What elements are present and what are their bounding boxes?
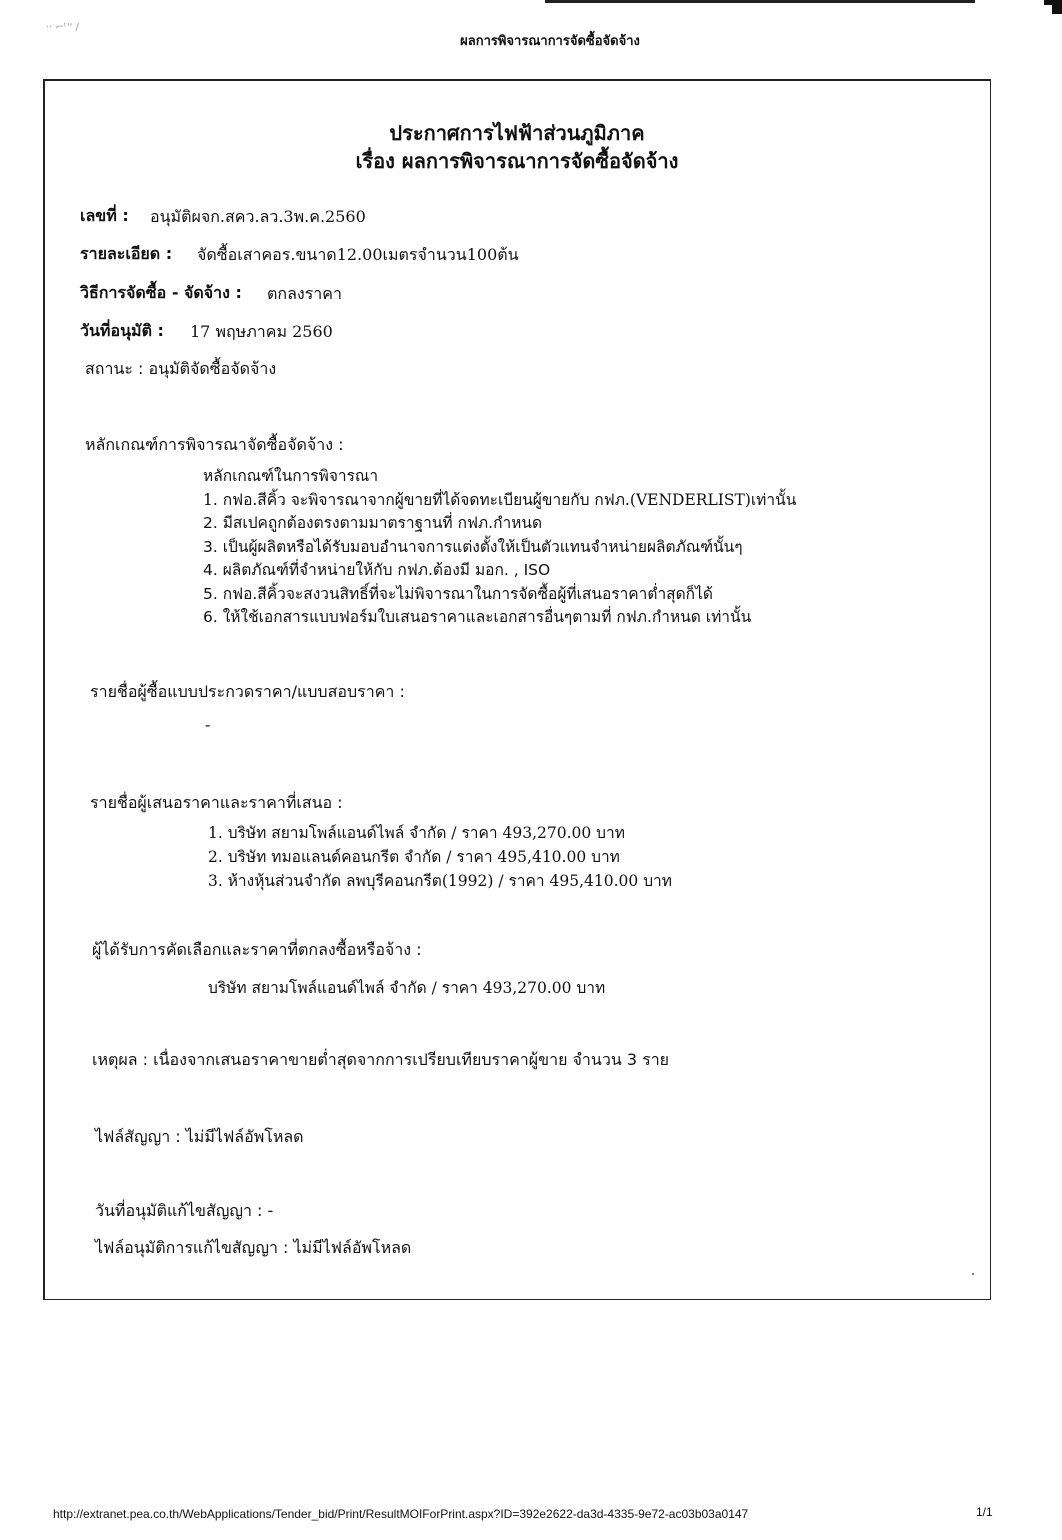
scan-mark: ·· ⌐ᵗ'' / (46, 22, 79, 33)
method-label: วิธีการจัดซื้อ - จัดจ้าง : (80, 283, 242, 302)
page-header-title: ผลการพิจารณาการจัดซื้อจัดจ้าง (460, 34, 640, 49)
criteria-item: 6. ให้ใช้เอกสารแบบฟอร์มใบเสนอราคาและเอกสารอื่นๆตามที่ กฟภ.กำหนด เท่านั้น (203, 608, 752, 626)
winner-value: บริษัท สยามโพล์แอนด์ไพล์ จำกัด / ราคา 493,270.00 บาท (208, 979, 606, 997)
scan-speck (972, 1273, 974, 1275)
amend-date-text: วันที่อนุมัติแก้ไขสัญญา : - (95, 1201, 274, 1220)
detail-value: จัดซื้อเสาคอร.ขนาด12.00เมตรจำนวน100ต้น (197, 245, 519, 264)
bidders-value: - (205, 715, 211, 734)
detail-label: รายละเอียด : (80, 244, 173, 263)
number-value: อนุมัติผจก.สคว.ลว.3พ.ค.2560 (150, 207, 366, 226)
bidders-heading: รายชื่อผู้ซื้อแบบประกวดราคา/แบบสอบราคา : (90, 682, 405, 701)
approve-date-value: 17 พฤษภาคม 2560 (190, 322, 333, 341)
criteria-subheading: หลักเกณฑ์ในการพิจารณา (203, 467, 379, 485)
announcement-subject: เรื่อง ผลการพิจารณาการจัดซื้อจัดจ้าง (355, 149, 679, 173)
scan-top-line (545, 0, 975, 3)
offer-item: 1. บริษัท สยามโพล์แอนด์ไพล์ จำกัด / ราคา 493,270.00 บาท (208, 824, 625, 842)
winner-heading: ผู้ได้รับการคัดเลือกและราคาที่ตกลงซื้อหรือจ้าง : (92, 940, 422, 959)
announcement-title: ประกาศการไฟฟ้าส่วนภูมิภาค (389, 121, 645, 145)
criteria-item: 2. มีสเปคถูกต้องตรงตามมาตราฐานที่ กฟภ.กำหนด (203, 514, 543, 532)
offers-heading: รายชื่อผู้เสนอราคาและราคาที่เสนอ : (90, 793, 343, 812)
method-value: ตกลงราคา (267, 284, 342, 303)
criteria-item: 1. กฟอ.สีคิ้ว จะพิจารณาจากผู้ขายที่ได้จดทะเบียนผู้ขายกับ กฟภ.(VENDERLIST)เท่านั้น (203, 490, 797, 509)
criteria-heading: หลักเกณฑ์การพิจารณาจัดซื้อจัดจ้าง : (85, 435, 344, 454)
offer-item: 3. ห้างหุ้นส่วนจำกัด ลพบุรีคอนกรีต(1992) / ราคา 495,410.00 บาท (208, 872, 672, 890)
footer-url: http://extranet.pea.co.th/WebApplications/Tender_bid/Print/ResultMOIForPrint.aspx?ID=392e2622-da3d-4335-9e72-ac03b03a0147 (53, 1507, 749, 1521)
amend-file-text: ไฟล์อนุมัติการแก้ไขสัญญา : ไม่มีไฟล์อัพโหลด (95, 1238, 412, 1257)
status-text: สถานะ : อนุมัติจัดซื้อจัดจ้าง (85, 359, 277, 378)
footer-page-number: 1/1 (976, 1505, 993, 1519)
approve-date-label: วันที่อนุมัติ : (80, 321, 164, 340)
contract-file-text: ไฟล์สัญญา : ไม่มีไฟล์อัพโหลด (95, 1127, 304, 1146)
scan-corner-mark (1052, 0, 1062, 14)
announcement-box (43, 79, 991, 1300)
criteria-item: 3. เป็นผู้ผลิตหรือได้รับมอบอำนาจการแต่งตั้งให้เป็นตัวแทนจำหน่ายผลิตภัณฑ์นั้นๆ (203, 537, 743, 556)
criteria-list (203, 465, 796, 630)
criteria-item: 4. ผลิตภัณฑ์ที่จำหน่ายให้กับ กฟภ.ต้องมี มอก. , ISO (203, 561, 551, 579)
criteria-item: 5. กฟอ.สีคิ้วจะสงวนสิทธิ์ที่จะไม่พิจารณาในการจัดซื้อผู้ที่เสนอราคาต่ำสุดก็ได้ (203, 584, 713, 603)
offers-list (208, 821, 672, 893)
reason-text: เหตุผล : เนื่องจากเสนอราคาขายต่ำสุดจากการเปรียบเทียบราคาผู้ขาย จำนวน 3 ราย (92, 1050, 670, 1069)
offer-item: 2. บริษัท ทมอแลนด์คอนกรีต จำกัด / ราคา 495,410.00 บาท (208, 848, 620, 866)
number-label: เลขที่ : (80, 206, 129, 225)
